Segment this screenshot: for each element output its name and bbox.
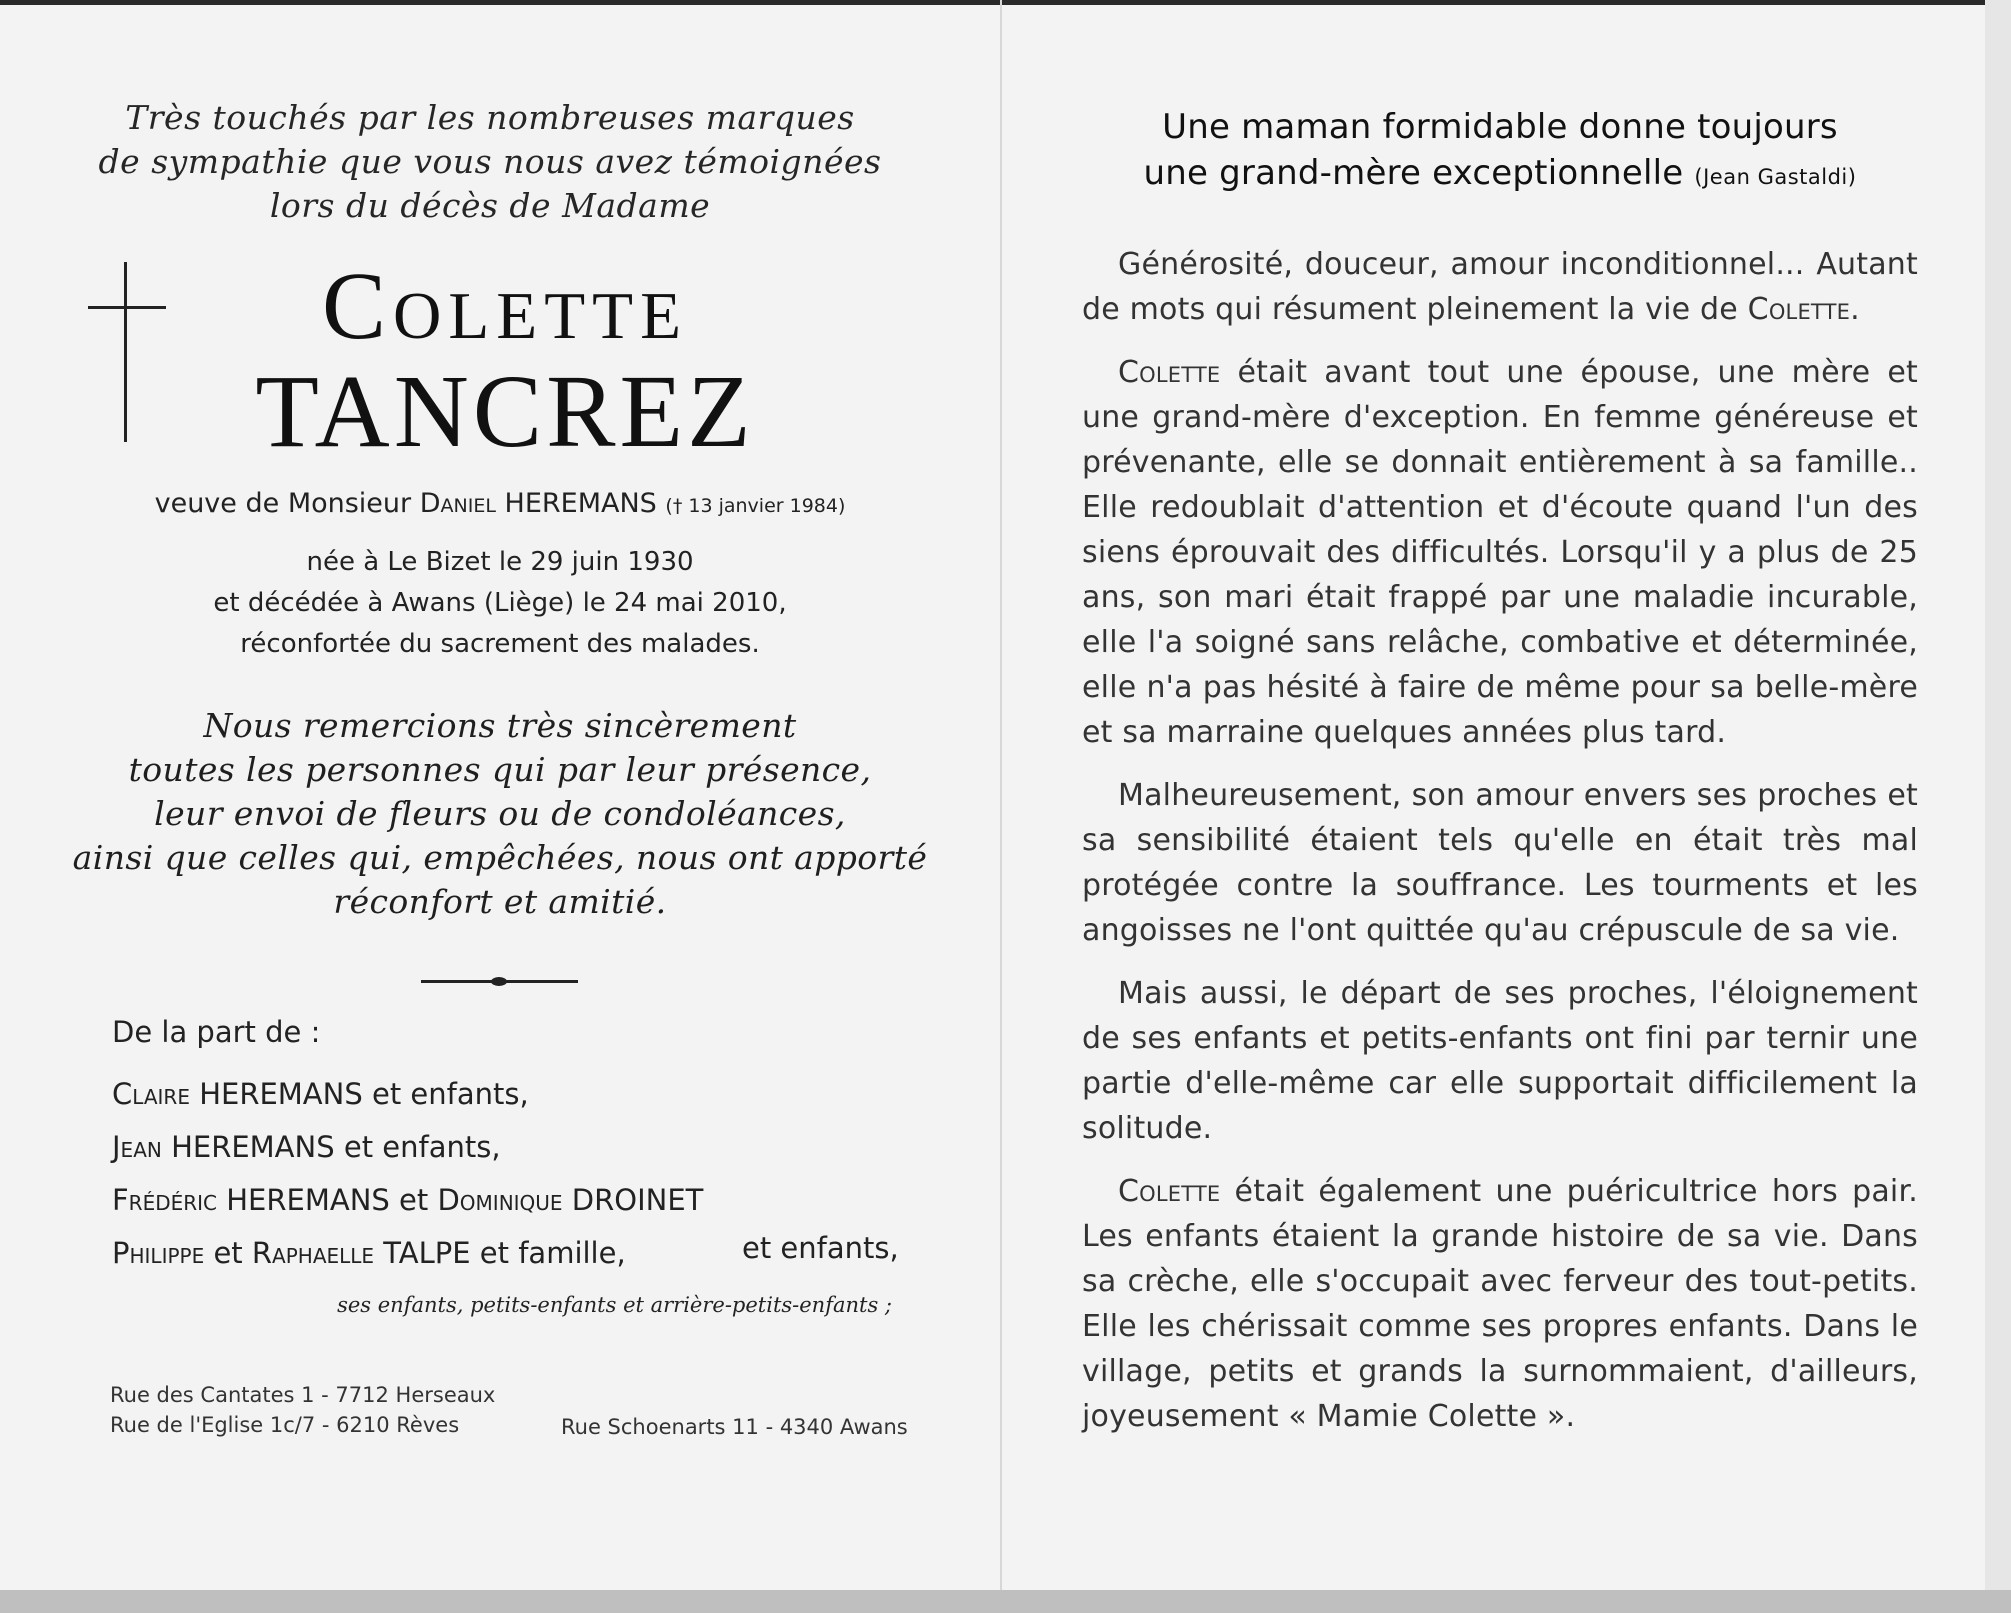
family-list [112,1074,932,1286]
death-line: et décédée à Awans (Liège) le 24 mai 2010, [213,588,787,618]
family-member: Claire HEREMANS et enfants, [112,1077,529,1111]
paragraph-1: Générosité, douceur, amour inconditionnel... Autant de mots qui résument pleinement la vie de Colette. [1082,247,1918,327]
sacrament-line: réconfortée du sacrement des malades. [240,629,760,659]
scan-edge-right [1985,0,2011,1613]
cross-icon-bar [88,306,166,309]
name-colette: Colette [1747,292,1851,327]
address-awans: Rue Schoenarts 11 - 4340 Awans [561,1415,908,1439]
name-colette: Colette [1118,1174,1221,1209]
address-herseaux: Rue des Cantates 1 - 7712 Herseaux [110,1383,496,1407]
intro-line: lors du décès de Madame [269,186,711,225]
family-member: Philippe et Raphaelle TALPE et famille, [112,1236,626,1270]
thanks-line: ainsi que celles qui, empêchées, nous ont apporté [72,838,928,877]
family-member: Frédéric HEREMANS et Dominique DROINET [112,1183,704,1217]
paragraph-3: Malheureusement, son amour envers ses proches et sa sensibilité étaient tels qu'elle en était très mal protégée contre la souffrance. Les tourments et les angoisses ne l'ont quittée qu'au crépuscule de sa vie. [1082,778,1918,948]
husband-death-date: († 13 janvier 1984) [665,495,846,517]
quote-line-2: une grand-mère exceptionnelle (Jean Gastaldi) [1143,153,1857,193]
quote-line-1: Une maman formidable donne toujours [1162,107,1838,147]
husband-first-name: Daniel [419,488,496,519]
quote-heading [1060,104,1940,200]
husband-last-name: HEREMANS [504,488,657,519]
cross-icon [124,262,127,442]
birth-death-info [150,542,850,665]
deceased-first-name: Colette [321,252,689,359]
thanks-line: leur envoi de fleurs ou de condoléances, [154,794,846,833]
paragraph-2: Colette était avant tout une épouse, une mère et une grand-mère d'exception. En femme généreuse et prévenante, elle se donnait entièrement à sa famille.. Elle redoublait d'attention et d'écoute quand l'un des siens éprouvait des difficultés. Lorsqu'il y a plus de 25 ans, son mari était frappé par une maladie incurable, elle l'a soigné sans relâche, combative et déterminée, elle n'a pas hésité à faire de même pour sa belle-mère et sa marraine quelques années plus tard. [1082,355,1918,750]
widow-prefix: veuve de Monsieur [154,488,412,519]
widow-line [60,486,940,524]
thanks-line: réconfort et amitié. [333,882,667,921]
deceased-last-name: TANCREZ [255,354,755,469]
signature-line: ses enfants, petits-enfants et arrière-petits-enfants ; [337,1293,892,1317]
thanks-text [70,704,930,924]
thanks-line: toutes les personnes qui par leur présence, [128,750,872,789]
thanks-line: Nous remercions très sincèrement [203,706,797,745]
address-reves: Rue de l'Eglise 1c/7 - 6210 Rèves [110,1413,460,1437]
intro-line: de sympathie que vous nous avez témoignées [98,142,882,181]
ornament-diamond-icon [491,977,507,986]
et-enfants-note: et enfants, [742,1231,899,1265]
paragraph-4: Mais aussi, le départ de ses proches, l'éloignement de ses enfants et petits-enfants ont fini par ternir une partie d'elle-même car elle supportait difficilement la solitude. [1082,976,1918,1146]
tribute-text [1082,242,1918,1457]
fold-line [1000,0,1002,1590]
top-edge [0,0,1985,5]
intro-text [80,96,900,228]
paragraph-5: Colette était également une puéricultrice hors pair. Les enfants étaient la grande histoire de sa vie. Dans sa crèche, elle s'occupait avec ferveur des tout-petits. Elle les chérissait comme ses propres enfants. Dans le village, petits et grands la surnommaient, d'ailleurs, joyeusement « Mamie Colette ». [1082,1174,1918,1434]
scan-edge-bottom [0,1590,2011,1613]
family-member: Jean HEREMANS et enfants, [112,1130,501,1164]
intro-line: Très touchés par les nombreuses marques [125,98,855,137]
birth-line: née à Le Bizet le 29 juin 1930 [306,547,694,577]
name-colette: Colette [1118,355,1221,390]
from-label: De la part de : [112,1015,321,1049]
quote-author: (Jean Gastaldi) [1694,165,1857,189]
